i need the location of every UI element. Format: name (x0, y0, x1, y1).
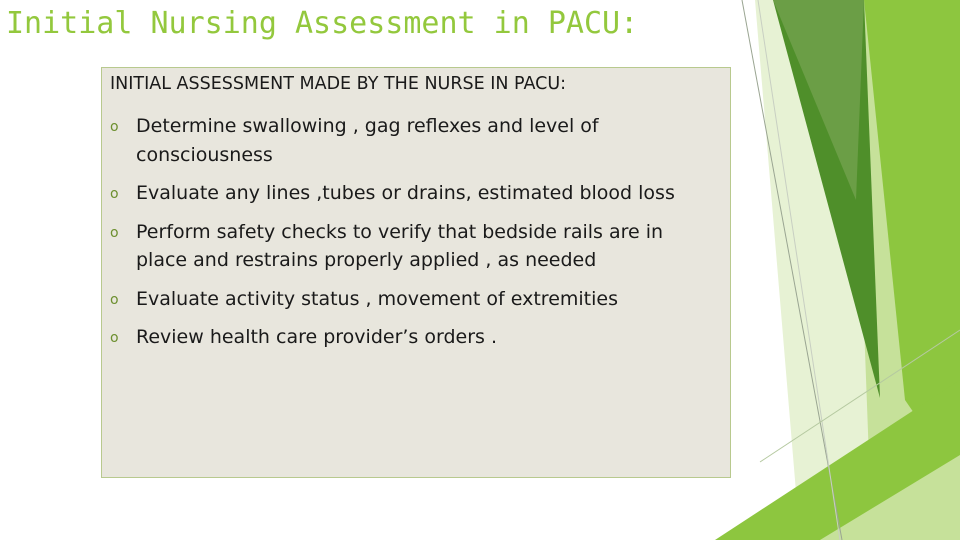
list-item (110, 112, 710, 169)
bullet-text: Evaluate activity status , movement of extremities (136, 287, 618, 310)
list-item (110, 323, 710, 352)
bullet-text: Perform safety checks to verify that bedside rails are in place and restrains properly applied , as needed (136, 220, 664, 271)
bullet-text: Review health care provider’s orders . (136, 326, 498, 348)
bullet-text: Determine swallowing , gag reflexes and level of consciousness (136, 115, 599, 166)
bullet-list (110, 112, 710, 362)
bullet-marker-icon: o (110, 291, 119, 308)
content-box (101, 67, 731, 478)
list-item (110, 285, 710, 314)
bullet-text: Evaluate any lines ,tubes or drains, estimated blood loss (136, 182, 675, 204)
slide-title: Initial Nursing Assessment in PACU: (6, 6, 639, 41)
bullet-marker-icon: o (110, 186, 119, 202)
list-item (110, 179, 710, 208)
bullet-marker-icon: o (110, 119, 119, 135)
box-heading: INITIAL ASSESSMENT MADE BY THE NURSE IN PACU: (110, 74, 567, 94)
list-item (110, 218, 710, 275)
bullet-marker-icon: o (110, 224, 119, 241)
bullet-marker-icon: o (110, 330, 119, 346)
